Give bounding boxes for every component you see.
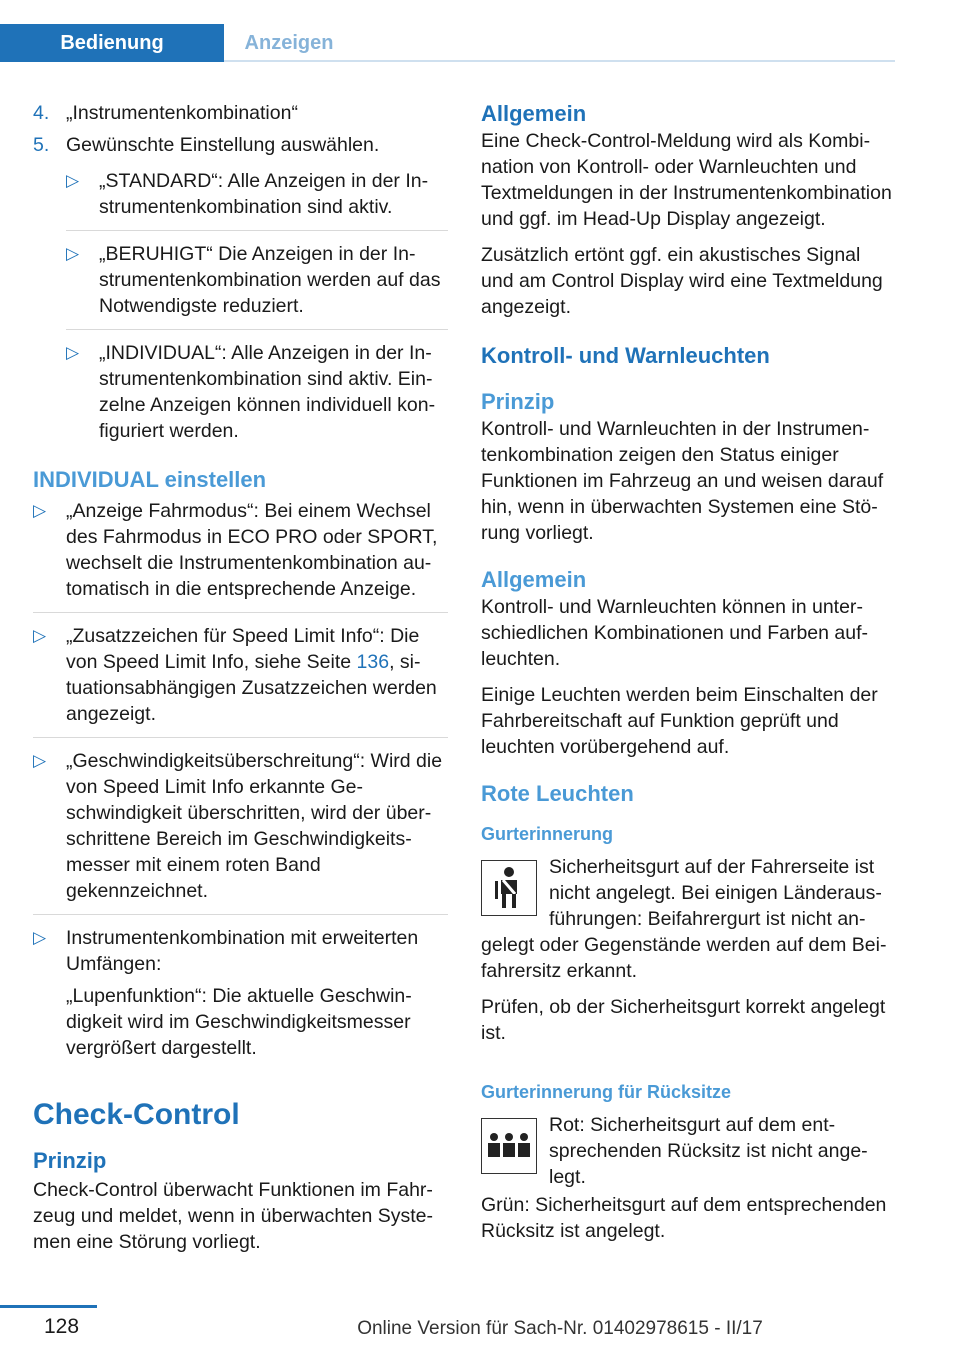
triangle-bullet-icon: ▷ (66, 171, 80, 190)
bullet-text: „Geschwindigkeitsüberschreitung“: Wird die von Speed Limit Info erkannte Geschwindigkeit überschritten, wird der überschrittene Bereich im Geschwindigkeitsmesser mit einem roten Band gekennzeichnet. (66, 750, 443, 902)
divider (33, 612, 448, 613)
option-text: „INDIVIDUAL“: Alle Anzeigen in der Instrumentenkombination sind aktiv. Einzelne Anzeigen können individuell konfiguriert werden. (99, 342, 436, 442)
triangle-bullet-icon: ▷ (66, 343, 80, 362)
subheading-prinzip-2: Prinzip (481, 389, 555, 414)
subheading-allgemein: Allgemein (481, 101, 587, 126)
allgemein-text-1: Eine Check-Control-Meldung wird als Kombination von Kontroll- oder Warnleuchten und Textmeldungen in der Instrumentenkombination und ggf. im Head-Up Display angezeigt. (481, 130, 892, 230)
prinzip-text: Check-Control überwacht Funktionen im Fahrzeug und meldet, wenn in überwachten Systemen eine Störung vorliegt. (33, 1179, 433, 1253)
option-text: „BERUHIGT“ Die Anzeigen in der Instrumentenkombination werden auf das Notwendigste reduziert. (99, 243, 441, 317)
bullet-subtext: „Lupenfunktion“: Die aktuelle Geschwindigkeit wird im Geschwindigkeitsmesser vergrößert dargestellt. (66, 985, 412, 1059)
bullet-geschwindigkeit (33, 748, 448, 904)
section-heading-check-control: Check-Control (33, 1098, 240, 1131)
rear-seatbelt-icon (481, 1118, 537, 1174)
divider (33, 737, 448, 738)
bullet-speed-limit (33, 623, 448, 727)
option-text: „STANDARD“: Alle Anzeigen in der Instrumentenkombination sind aktiv. (99, 170, 429, 218)
ruecksitz-green: Grün: Sicherheitsgurt auf dem entsprechenden Rücksitz ist angelegt. (481, 1194, 887, 1242)
ruecksitz-text: Rot: Sicherheitsgurt auf dem entsprechenden Rücksitz ist nicht angelegt. (549, 1114, 868, 1188)
allgemein-2-text-1: Kontroll- und Warnleuchten können in unterschiedlichen Kombinationen und Farben aufleuchten. (481, 596, 869, 670)
step-number: 4. (33, 102, 50, 124)
bullet-text: , situationsabhängigen Zusatzzeichen werden angezeigt. (66, 651, 437, 725)
triangle-bullet-icon: ▷ (33, 928, 47, 947)
step-options (66, 168, 448, 444)
section-heading-individual: INDIVIDUAL einstellen (33, 467, 267, 492)
header-tabs (0, 0, 895, 62)
step-text: „Instrumentenkombination“ (66, 102, 298, 124)
gurterinnerung-block (481, 854, 896, 984)
label-gurterinnerung: Gurterinnerung (481, 824, 614, 844)
online-version-footer: Online Version für Sach-Nr. 01402978615 - II/17 (357, 1318, 763, 1339)
tab-bedienung[interactable]: Bedienung (0, 24, 224, 62)
bullet-instrument (33, 925, 448, 977)
divider (33, 914, 448, 915)
step-item (33, 132, 448, 158)
option-beruhigt (66, 241, 448, 319)
step-item (33, 100, 448, 126)
triangle-bullet-icon: ▷ (33, 501, 47, 520)
bullet-anzeige-fahrmodus (33, 498, 448, 602)
step-text: Gewünschte Einstellung auswählen. (66, 134, 380, 156)
tab-anzeigen[interactable]: Anzeigen (244, 32, 334, 54)
right-column (481, 100, 896, 1254)
divider (66, 230, 448, 231)
triangle-bullet-icon: ▷ (33, 626, 47, 645)
left-column (33, 100, 448, 1265)
subheading-allgemein-2: Allgemein (481, 567, 587, 592)
prinzip-2-text: Kontroll- und Warnleuchten in der Instrumentenkombination zeigen den Status einiger Funktionen im Fahrzeug an und weisen darauf hin, wenn in überwachten Systemen eine Störung vorliegt. (481, 418, 884, 544)
header-divider (224, 60, 895, 62)
bullet-text: Instrumentenkombination mit erweiterten Umfängen: (66, 927, 419, 975)
gurterinnerung-text: Sicherheitsgurt auf der Fahrerseite ist nicht angelegt. Bei einigen Länderausführungen: Beifahrergurt ist nicht angelegt oder Gegenstände werden auf dem Beifahrersitz erkannt. (481, 856, 887, 982)
page-number-rule (0, 1305, 97, 1308)
seatbelt-warning-icon (481, 860, 537, 916)
option-standard (66, 168, 448, 220)
triangle-bullet-icon: ▷ (66, 244, 80, 263)
ruecksitz-block (481, 1112, 896, 1192)
section-heading-kontroll: Kontroll- und Warnleuchten (481, 343, 770, 368)
subheading-rote-leuchten: Rote Leuchten (481, 781, 634, 806)
divider (66, 329, 448, 330)
subheading-prinzip: Prinzip (33, 1148, 107, 1173)
bullet-text: „Anzeige Fahrmodus“: Bei einem Wechsel des Fahrmodus in ECO PRO oder SPORT, wechselt die Instrumentenkombination automatisch in die entsprechende Anzeige. (66, 500, 438, 600)
page-link-136[interactable]: 136 (356, 651, 390, 673)
label-gurterinnerung-ruecksitze: Gurterinnerung für Rücksitze (481, 1082, 732, 1102)
page-number: 128 (44, 1315, 80, 1338)
option-individual (66, 340, 448, 444)
step-number: 5. (33, 134, 50, 156)
allgemein-text-2: Zusätzlich ertönt ggf. ein akustisches Signal und am Control Display wird eine Textmeldung angezeigt. (481, 244, 883, 318)
bullet-text: „Zusatzzeichen für Speed Limit Info“: Die von Speed Limit Info, siehe Seite (66, 625, 420, 673)
allgemein-2-text-2: Einige Leuchten werden beim Einschalten der Fahrbereitschaft auf Funktion geprüft und leuchten vorübergehend auf. (481, 684, 878, 758)
triangle-bullet-icon: ▷ (33, 751, 47, 770)
gurterinnerung-check: Prüfen, ob der Sicherheitsgurt korrekt angelegt ist. (481, 996, 886, 1044)
